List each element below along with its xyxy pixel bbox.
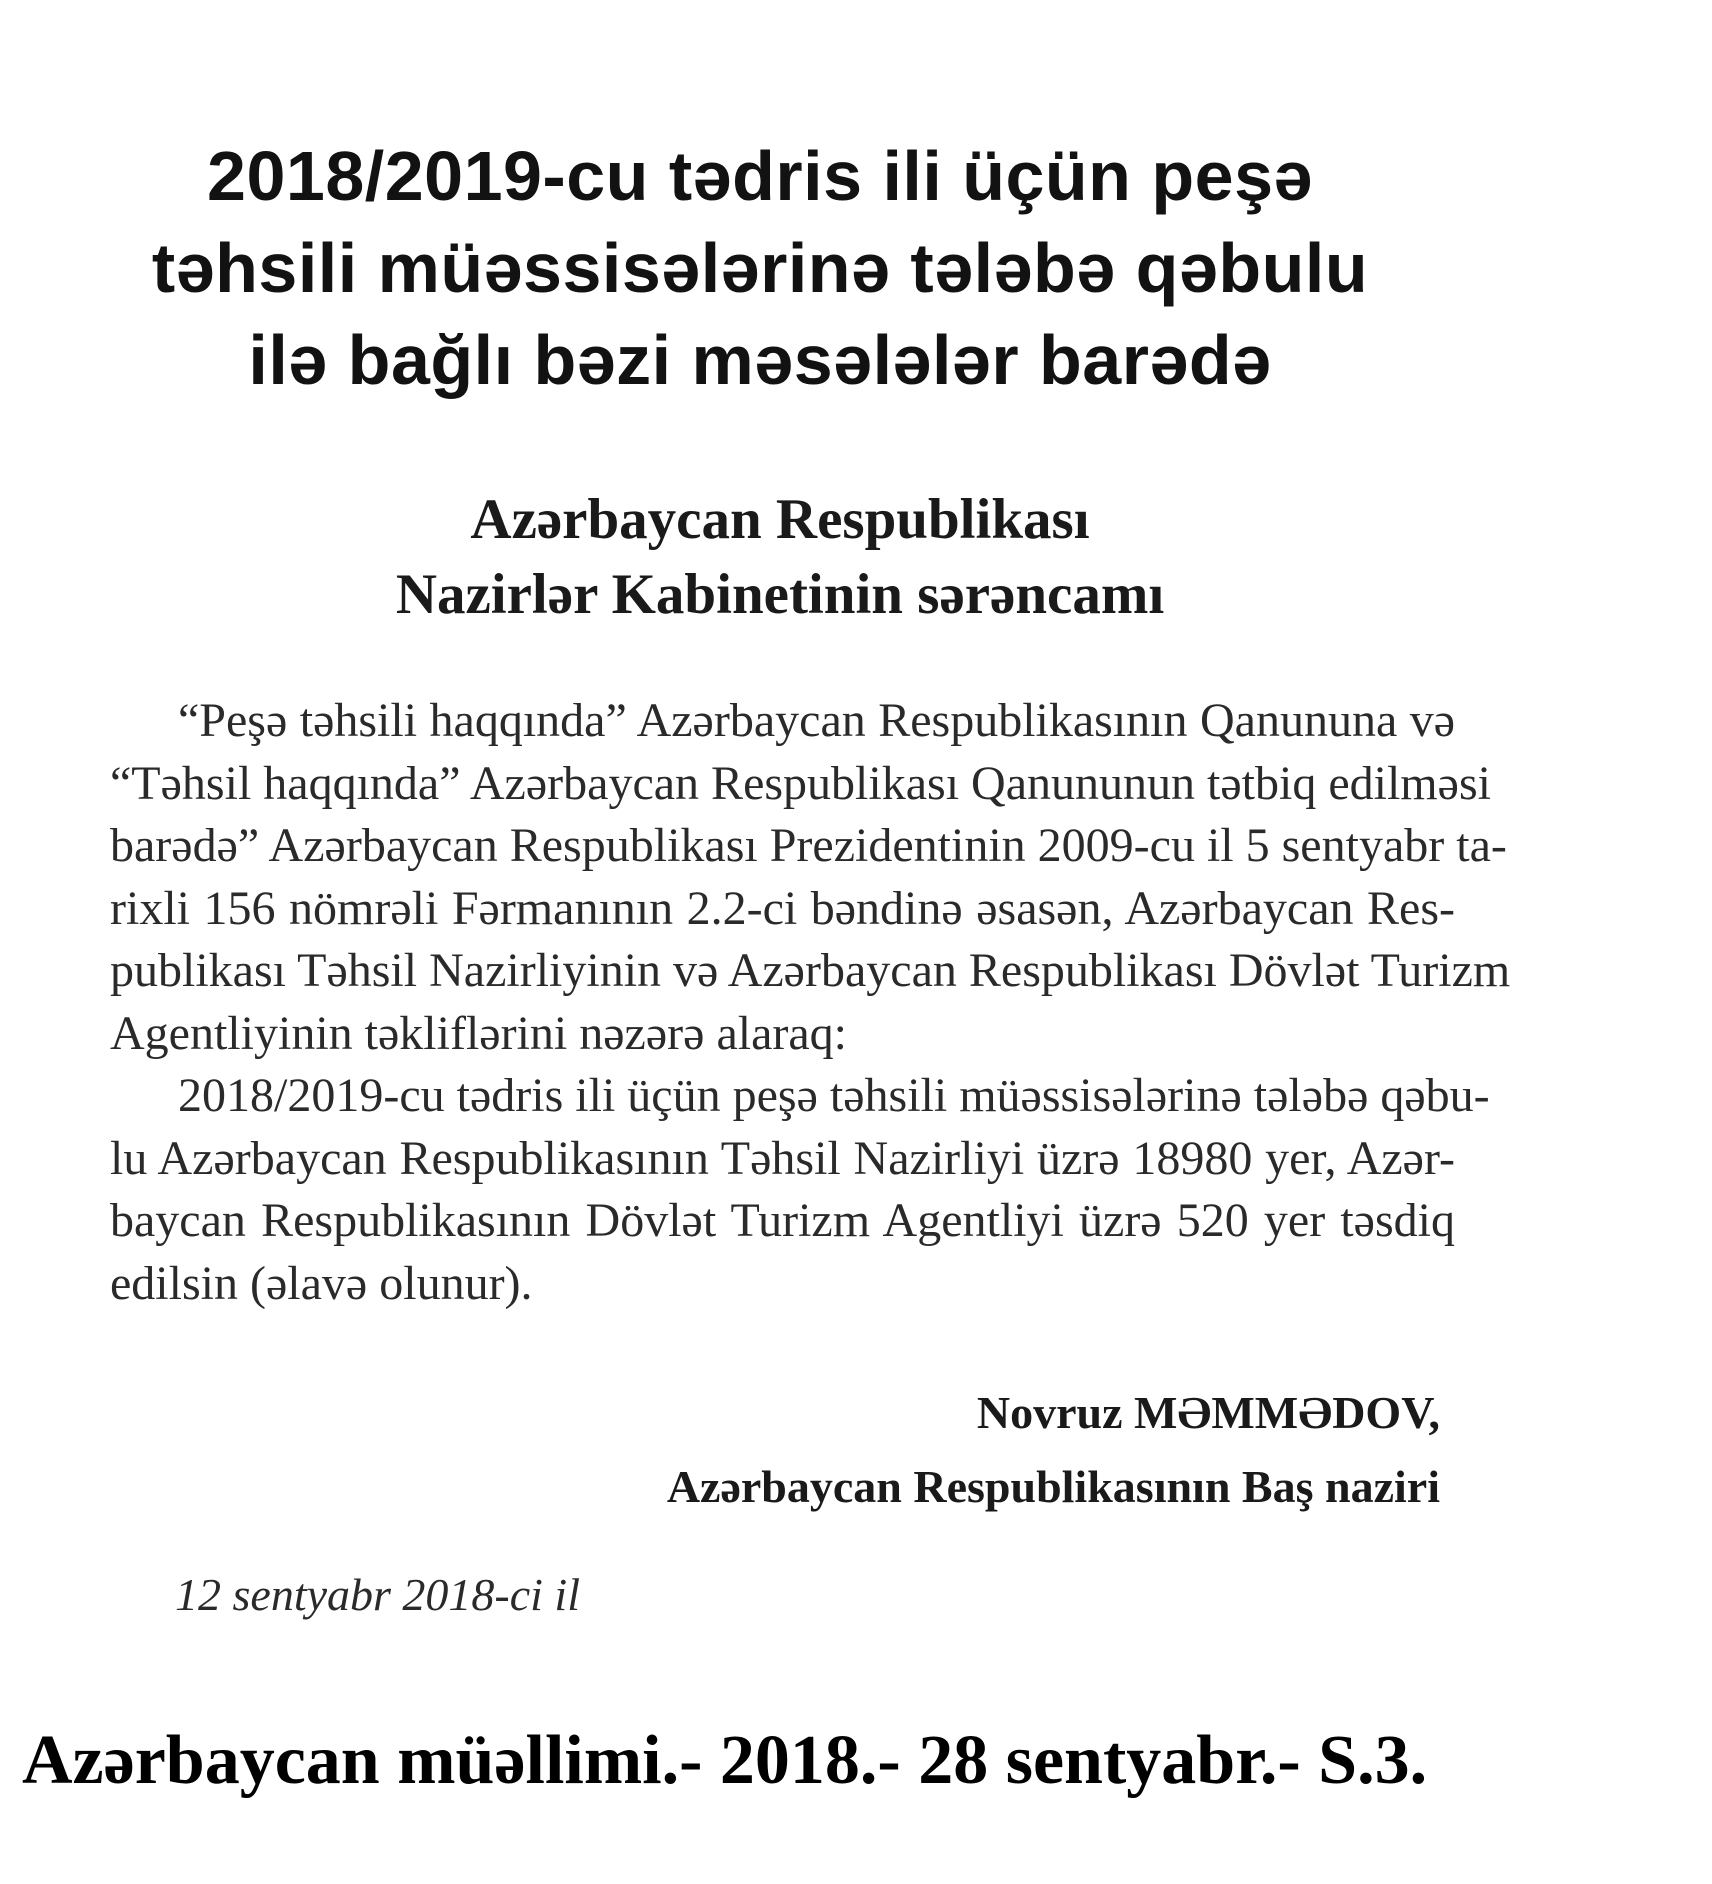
signatory-name: Novruz MƏMMƏDOV, <box>976 1387 1440 1438</box>
body-line: lu Azərbaycan Respublikasının Təhsil Nazirliyi üzrə 18980 yer, Azər- <box>110 1131 1455 1185</box>
decree-date: 12 sentyabr 2018-ci il <box>175 1569 580 1620</box>
issuer-heading <box>180 482 1380 632</box>
body-line: publikası Təhsil Nazirliyinin və Azərbaycan Respublikası Dövlət Turizm <box>110 944 1511 997</box>
body-line: edilsin (əlavə olunur). <box>110 1256 533 1310</box>
body-line: “Təhsil haqqında” Azərbaycan Respublikası Qanununun tətbiq edilməsi <box>110 756 1491 810</box>
body-line: barədə” Azərbaycan Respublikası Prezidentinin 2009-cu il 5 sentyabr ta- <box>110 819 1507 872</box>
headline-line-3: ilə bağlı bəzi məsələlər barədə <box>248 321 1272 399</box>
source-citation: Azərbaycan müəllimi.- 2018.- 28 sentyabr.- S.3. <box>22 1722 1428 1799</box>
headline <box>100 130 1420 406</box>
body-line: 2018/2019-cu tədris ili üçün peşə təhsili müəssisələrinə tələbə qəbu- <box>178 1069 1490 1122</box>
headline-line-2: təhsili müəssisələrinə tələbə qəbulu <box>151 229 1369 307</box>
headline-line-1: 2018/2019-cu tədris ili üçün peşə <box>207 137 1313 215</box>
body-line: baycan Respublikasının Dövlət Turizm Agentliyi üzrə 520 yer təsdiq <box>110 1194 1455 1247</box>
body-line: Agentliyinin təkliflərini nəzərə alaraq: <box>110 1006 848 1060</box>
signature-block <box>560 1376 1440 1524</box>
decree-body <box>110 690 1511 1315</box>
body-line: rixli 156 nömrəli Fərmanının 2.2-ci bəndinə əsasən, Azərbaycan Res- <box>110 881 1455 935</box>
body-line: “Peşə təhsili haqqında” Azərbaycan Respublikasının Qanununa və <box>178 694 1455 747</box>
issuer-heading-line-1: Azərbaycan Respublikası <box>470 488 1090 551</box>
signatory-title: Azərbaycan Respublikasının Baş naziri <box>666 1461 1440 1512</box>
issuer-heading-line-2: Nazirlər Kabinetinin sərəncamı <box>395 563 1165 626</box>
